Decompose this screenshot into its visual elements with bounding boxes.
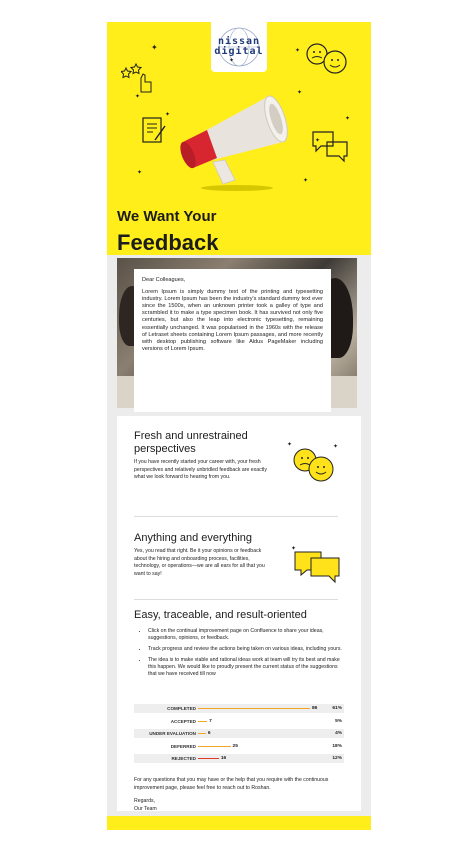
section-anything-heading: Anything and everything xyxy=(134,532,253,544)
hero-title-big: Feedback xyxy=(117,230,219,255)
hero-title-small: We Want Your xyxy=(117,208,217,225)
section-fresh-body: If you have recently started your career with, your fresh perspectives and relatively unbridled feedback are exactly what we look forward to hearing from you. xyxy=(134,459,267,480)
smiley-faces-icon xyxy=(303,42,351,76)
divider xyxy=(134,516,338,517)
chart-bar xyxy=(198,733,206,734)
letter-salutation: Dear Colleagues, xyxy=(142,277,186,283)
svg-text:✦: ✦ xyxy=(135,94,141,100)
svg-text:✦: ✦ xyxy=(291,546,297,552)
smiley-pair-icon xyxy=(285,438,345,488)
chat-bubbles-icon xyxy=(311,130,351,164)
chart-value-label: 86 xyxy=(312,706,318,711)
svg-text:✦: ✦ xyxy=(345,116,351,122)
svg-text:✦: ✦ xyxy=(295,48,301,54)
closing-section xyxy=(134,774,344,813)
chart-percent-label: 61% xyxy=(332,706,342,711)
chart-percent-label: 4% xyxy=(335,731,342,736)
rating-stars-icon xyxy=(121,60,161,96)
svg-text:✦: ✦ xyxy=(151,43,158,52)
chart-bar xyxy=(198,746,231,747)
section-easy-heading: Easy, traceable, and result-oriented xyxy=(134,609,307,621)
content-card xyxy=(117,416,361,811)
svg-text:✦: ✦ xyxy=(287,442,293,448)
section-easy xyxy=(134,609,344,682)
chart-category-label: DEFERRED xyxy=(170,743,196,749)
closing-signature: Our Team xyxy=(134,805,157,812)
chart-bar xyxy=(198,721,207,722)
intro-letter xyxy=(134,269,331,412)
chart-row xyxy=(134,742,344,751)
closing-body: For any questions that you may have or the help that you require with the continuous improvement page, please feel free to reach out to Roshan. xyxy=(134,777,329,791)
chart-category-label: UNDER EVALUATION xyxy=(149,731,196,736)
chart-row xyxy=(134,704,344,713)
hero-banner xyxy=(107,22,371,255)
megaphone-icon xyxy=(173,88,297,192)
chart-row xyxy=(134,754,344,763)
svg-text:✦: ✦ xyxy=(333,444,339,450)
document-icon xyxy=(141,116,167,146)
divider xyxy=(134,599,338,600)
svg-text:✦: ✦ xyxy=(229,58,235,64)
section-easy-bullets xyxy=(134,628,344,678)
logo-line-2: digital xyxy=(214,46,264,57)
suggestion-status-chart xyxy=(134,704,344,766)
chart-category-label: ACCEPTED xyxy=(170,718,196,724)
bullet-item: • Track progress and review the actions being taken on various ideas, including yours. xyxy=(148,646,344,653)
chart-percent-label: 12% xyxy=(332,756,342,761)
chart-category-label: REJECTED xyxy=(171,756,196,761)
svg-text:✦: ✦ xyxy=(315,138,321,144)
chart-value-label: 6 xyxy=(207,731,211,736)
chart-row xyxy=(134,717,344,726)
section-fresh-heading: Fresh and unrestrained perspectives xyxy=(134,430,248,455)
chart-value-label: 16 xyxy=(220,756,227,761)
chart-bar xyxy=(198,708,310,709)
svg-text:✦: ✦ xyxy=(303,178,309,184)
chart-category-label: COMPLETED xyxy=(167,706,196,711)
chart-value-label: 25 xyxy=(232,743,238,749)
svg-text:✦: ✦ xyxy=(137,170,143,176)
bullet-item: • Click on the continual improvement page on Confluence to share your ideas, suggestions, opinions, or feedback. xyxy=(148,628,344,642)
closing-regards: Regards, xyxy=(134,798,156,804)
letter-body: Lorem Ipsum is simply dummy text of the printing and typesetting industry. Lorem Ipsum has been the industry's standard dummy text ever since the 1500s, when an unknown printer took a galley of type and scrambled it to make a type specimen book. It has survived not only five centuries, but also the leap into electronic typesetting, remaining essentially unchanged. It was popularised in the 1960s with the release of Letraset sheets containing Lorem Ipsum passages, and more recently with desktop publishing software like Aldus PageMaker including versions of Lorem Ipsum. xyxy=(142,289,323,352)
section-anything-body: Yes, you read that right. Be it your opinions or feedback about the hiring and onboarding process, facilities, technology, or operations—we are all ears for all that you want to say! xyxy=(134,548,265,577)
chart-value-label: 7 xyxy=(209,718,212,724)
logo-line-1: nissan xyxy=(217,36,261,47)
chart-row xyxy=(134,729,344,738)
chart-bar xyxy=(198,758,219,759)
svg-text:✦: ✦ xyxy=(297,90,303,96)
chart-percent-label: 18% xyxy=(332,743,342,749)
footer-bar xyxy=(107,816,371,830)
svg-text:✦: ✦ xyxy=(165,112,171,118)
feedback-poster xyxy=(107,22,371,830)
chart-percent-label: 5% xyxy=(335,718,342,724)
chat-bubbles-icon xyxy=(289,542,345,586)
bullet-item: • The idea is to make viable and rational ideas work at team will try its best and make this happen. We would like to proudly present the current status of the suggestions that we have received till now xyxy=(148,657,344,678)
